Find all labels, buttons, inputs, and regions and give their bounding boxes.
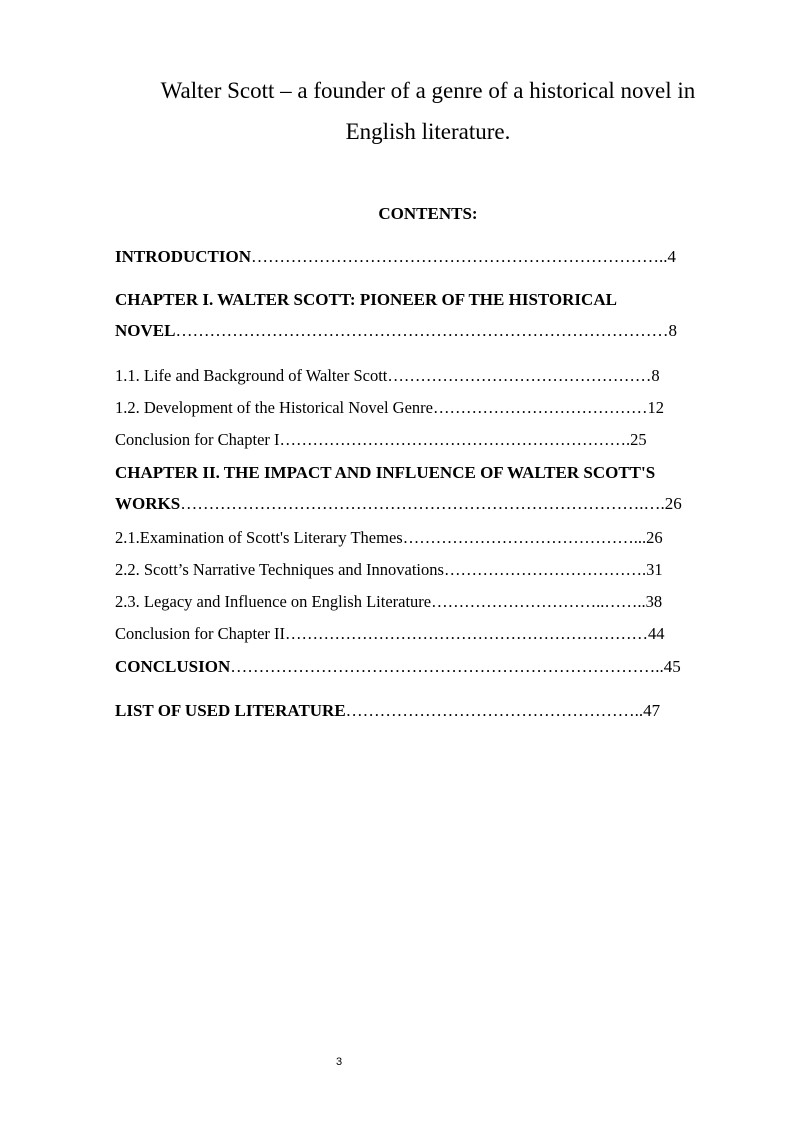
toc-title: Conclusion for Chapter II <box>115 624 286 643</box>
toc-leader: ……………………………………………………………….. <box>251 247 668 266</box>
toc-entry-conclusion <box>115 655 765 679</box>
toc-leader: ……………………………………... <box>402 528 647 547</box>
toc-entry-chapter-2-line-1: CHAPTER II. THE IMPACT AND INFLUENCE OF WALTER SCOTT'S <box>115 463 656 482</box>
toc-title: WORKS <box>115 494 181 513</box>
toc-page: 47 <box>643 701 661 720</box>
toc-leader: ………………………………………………………………….. <box>230 657 664 676</box>
toc-page: 38 <box>645 592 663 611</box>
toc-entry-introduction <box>115 245 765 269</box>
toc-title: 1.1. Life and Background of Walter Scott <box>115 366 388 385</box>
toc-leader: ………………………………. <box>443 560 647 579</box>
toc-title: INTRODUCTION <box>115 247 252 266</box>
toc-entry-chapter-1-line-2 <box>115 319 765 343</box>
toc-leader: ………………………………………………………… <box>285 624 649 643</box>
toc-entry-chapter-2-line-2 <box>115 492 765 516</box>
toc-title: 2.1.Examination of Scott's Literary Themes <box>115 528 403 547</box>
toc-page: 26 <box>646 528 663 547</box>
toc-title: 2.2. Scott’s Narrative Techniques and Innovations <box>115 560 444 579</box>
page-number: 3 <box>335 1056 343 1068</box>
contents-heading: CONTENTS: <box>378 204 478 223</box>
toc-entry-section-1-1 <box>115 364 765 388</box>
toc-page: 4 <box>667 247 677 266</box>
toc-page: 12 <box>647 398 664 417</box>
toc-leader: ………………………………………… <box>387 366 652 385</box>
toc-title: LIST OF USED LITERATURE <box>115 701 346 720</box>
toc-title: NOVEL <box>115 321 176 340</box>
toc-entry-conclusion-chapter-2 <box>115 622 765 646</box>
toc-page: 26 <box>664 494 682 513</box>
toc-title: 1.2. Development of the Historical Novel Genre <box>115 398 433 417</box>
toc-entry-chapter-1-line-1: CHAPTER I. WALTER SCOTT: PIONEER OF THE HISTORICAL <box>115 290 617 309</box>
document-title-line-1: Walter Scott – a founder of a genre of a historical novel in <box>160 78 696 103</box>
toc-page: 8 <box>668 321 677 340</box>
document-title-line-2: English literature. <box>345 119 511 144</box>
toc-entry-section-1-2 <box>115 396 765 420</box>
toc-entry-literature <box>115 699 765 723</box>
toc-leader: ………………………………………………………. <box>279 430 631 449</box>
toc-page: 45 <box>663 657 681 676</box>
toc-page: 8 <box>651 366 660 385</box>
toc-entry-section-2-1 <box>115 526 765 550</box>
toc-leader: …………………………..…….. <box>431 592 646 611</box>
toc-title: Conclusion for Chapter I <box>115 430 280 449</box>
toc-leader: ………………………………… <box>433 398 648 417</box>
toc-entry-section-2-3 <box>115 590 765 614</box>
toc-leader: ……………………………………………………………………….…. <box>180 494 665 513</box>
toc-title: 2.3. Legacy and Influence on English Literature <box>115 592 432 611</box>
toc-page: 25 <box>630 430 647 449</box>
toc-entry-conclusion-chapter-1 <box>115 428 765 452</box>
toc-title: CONCLUSION <box>115 657 231 676</box>
toc-leader: …………………………………………….. <box>345 701 644 720</box>
toc-leader: …………………………………………………………………………… <box>175 321 669 340</box>
toc-page: 31 <box>646 560 663 579</box>
toc-page: 44 <box>648 624 665 643</box>
toc-entry-section-2-2 <box>115 558 765 582</box>
